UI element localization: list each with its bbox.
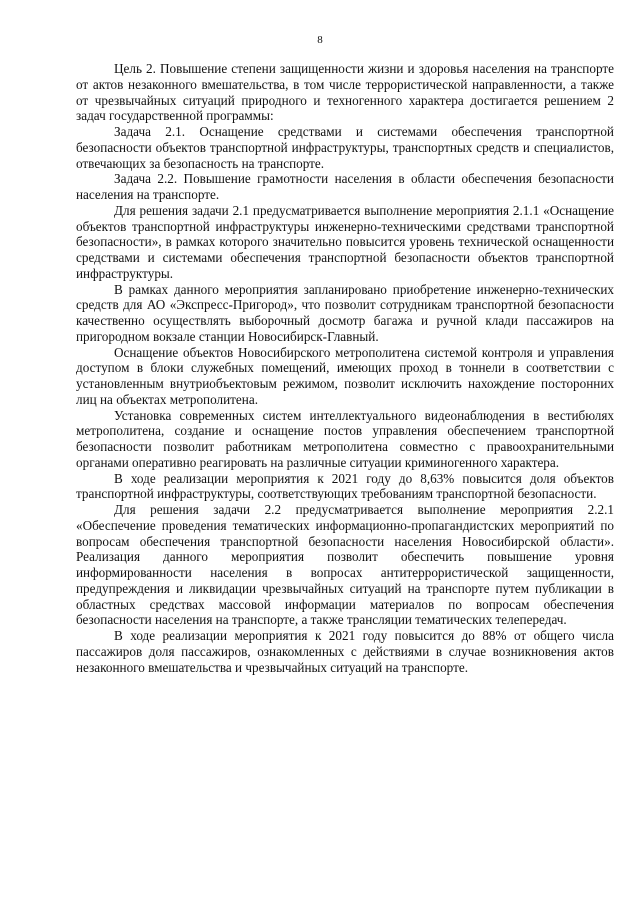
paragraph-task-2-2: Задача 2.2. Повышение грамотности населения в области обеспечения безопасности населения на транспорте. — [76, 171, 614, 202]
paragraph-measure-2-2-1: Для решения задачи 2.2 предусматривается выполнение мероприятия 2.2.1 «Обеспечение проведения тематических информационно-пропагандистских мероприятий по вопросам обеспечения транспортной безопасности населения Новосибирской области». Реализация данного мероприятия позволит обеспечить повышение уровня информированности населения в вопросах антитеррористической защищенности, предупреждения и ликвидации чрезвычайных ситуаций на транспорте путем публикации в областных средствах массовой информации материалов по вопросам обеспечения безопасности населения на транспорте, а также трансляции тематических телепередач. — [76, 502, 614, 628]
paragraph-infrastructure-share: В ходе реализации мероприятия к 2021 году до 8,63% повысится доля объектов транспортной инфраструктуры, соответствующих требованиям транспортной безопасности. — [76, 470, 614, 502]
paragraph-passenger-share: В ходе реализации мероприятия к 2021 году повысится до 88% от общего числа пассажиров доля пассажиров, ознакомленных с действиями в случае возникновения актов незаконного вмешательства и чрезвычайных ситуаций на транспорте. — [76, 628, 614, 675]
paragraph-task-2-1: Задача 2.1. Оснащение средствами и системами обеспечения транспортной безопасности объектов транспортной инфраструктуры, транспортных средств и специалистов, отвечающих за безопасность на транспорте. — [76, 124, 614, 171]
paragraph-video-surveillance: Установка современных систем интеллектуального видеонаблюдения в вестибюлях метрополитена, создание и оснащение постов управления обеспечением транспортной безопасности позволит работникам метрополитена совместно с правоохранительными органами оперативно реагировать на различные ситуации криминогенного характера. — [76, 407, 614, 470]
paragraph-measure-2-1-1: Для решения задачи 2.1 предусматривается выполнение мероприятия 2.1.1 «Оснащение объектов транспортной инфраструктуры инженерно-техническими средствами транспортной безопасности», в рамках которого значительно повысится уровень технической оснащенности средствами и системами обеспечения транспортной безопасности объектов транспортной инфраструктуры. — [76, 202, 614, 281]
page-number: 8 — [317, 34, 323, 46]
paragraph-metro-access-control: Оснащение объектов Новосибирского метрополитена системой контроля и управления доступом в блоки служебных помещений, имеющих проход в тоннели в соответствии с установленным внутриобъектовым режимом, позволит исключить нахождение посторонних лиц на объектах метрополитена. — [76, 344, 614, 407]
document-body — [76, 61, 614, 675]
paragraph-express-prigorod: В рамках данного мероприятия запланировано приобретение инженерно-технических средств для АО «Экспресс-Пригород», что позволит сотрудникам транспортной безопасности качественно осуществлять выборочный досмотр багажа и ручной клади пассажиров на пригородном вокзале станции Новосибирск-Главный. — [76, 281, 614, 344]
paragraph-goal-2: Цель 2. Повышение степени защищенности жизни и здоровья населения на транспорте от актов незаконного вмешательства, в том числе террористической направленности, а также от чрезвычайных ситуаций природного и техногенного характера достигается решением 2 задач государственной программы: — [76, 61, 614, 124]
